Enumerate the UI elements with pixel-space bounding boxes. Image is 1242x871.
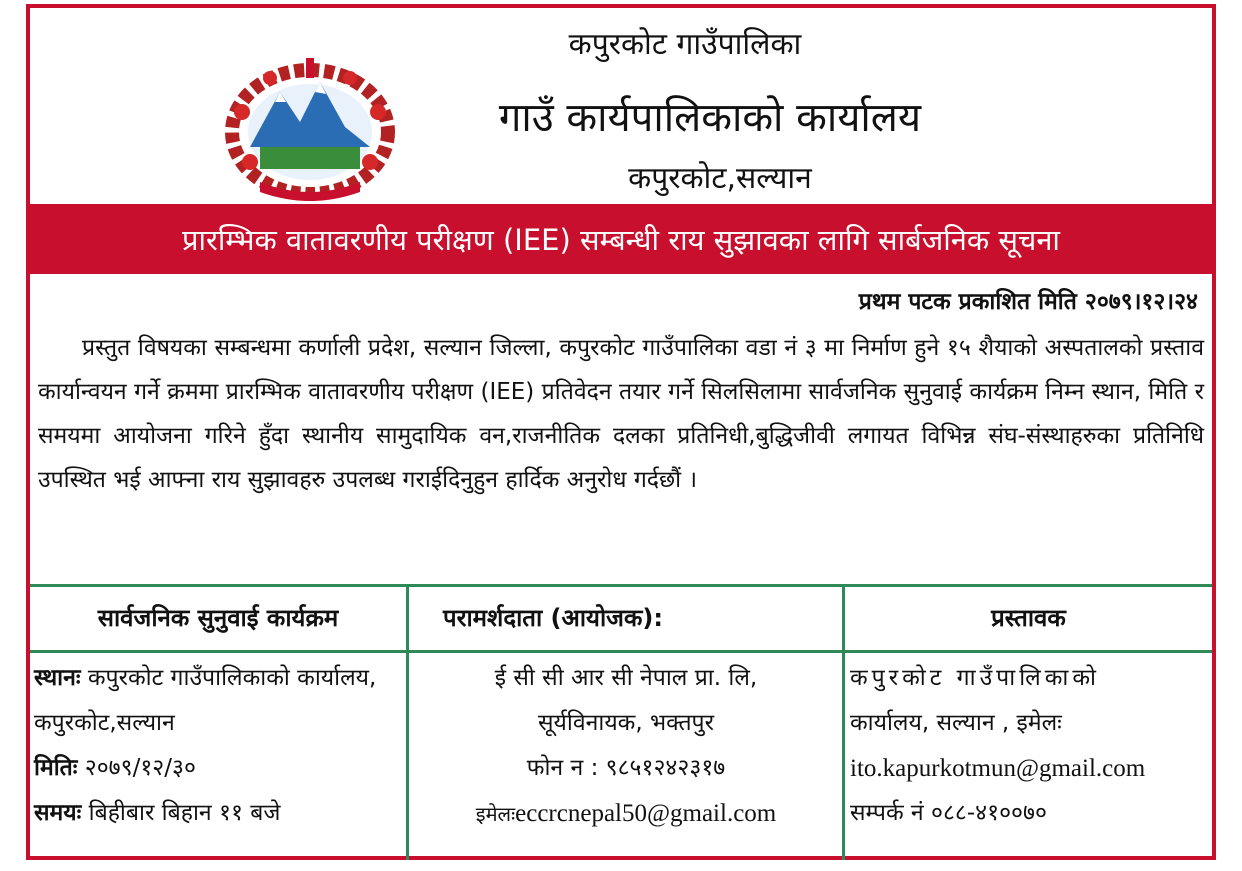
table-header-rule xyxy=(30,650,1212,653)
proponent-email: ito.kapurkotmun@gmail.com xyxy=(850,755,1146,782)
consultant-address: सूर्यविनायक, भक्तपुर xyxy=(537,710,715,736)
publish-date: प्रथम पटक प्रकाशित मिति २०७९।१२।२४ xyxy=(858,289,1198,315)
consultant-details xyxy=(414,656,838,837)
notice-paragraph: प्रस्तुत विषयका सम्बन्धमा कर्णाली प्रदेश, सल्यान जिल्ला, कपुरकोट गाउँपालिका वडा नं ३ मा निर्माण हुने १५ शैयाको अस्पतालको प्रस्ताव कार्यान्वयन गर्ने क्रममा प्रारम्भिक वातावरणीय परीक्षण (IEE) प्रतिवेदन तयार गर्ने सिलसिलामा सार्वजनिक सुनुवाई कार्यक्रम निम्न स्थान, मिति र समयमा आयोजना गरिने हुँदा स्थानीय सामुदायिक वन,राजनीतिक दलका प्रतिनिधी,बुद्धिजीवी लगायत विभिन्न संघ-संस्थाहरुका प्रतिनिधि उपस्थित भई आफ्ना राय सुझावहरु उपलब्ध गराईदिनुहुन हार्दिक अनुरोध गर्दछौं । xyxy=(38,335,1204,493)
date-label: मितिः xyxy=(34,755,78,781)
header-consultant: परामर्शदाता (आयोजक): xyxy=(443,603,663,632)
municipality-name: कपुरकोट गाउँपालिका xyxy=(568,27,802,62)
details-table xyxy=(30,584,1212,860)
consultant-email: eccrcnepal50@gmail.com xyxy=(515,800,777,827)
time-label: समयः xyxy=(34,800,82,826)
place-label: स्थानः xyxy=(34,665,81,691)
office-location: कपुरकोट,सल्यान xyxy=(628,161,812,196)
proponent-contact: सम्पर्क नं ०८८-४१००७० xyxy=(850,800,1047,826)
header-hearing: सार्वजनिक सुनुवाई कार्यक्रम xyxy=(97,603,339,632)
proponent-details xyxy=(850,656,1212,836)
header-proponent: प्रस्तावक xyxy=(991,603,1066,632)
date-value: २०७९/१२/३० xyxy=(84,755,196,781)
consultant-name: ई सी सी आर सी नेपाल प्रा. लि, xyxy=(494,665,758,691)
consultant-email-label: इमेलः xyxy=(475,802,516,826)
place-value: कपुरकोट गाउँपालिकाको कार्यालय, कपुरकोट,सल्यान xyxy=(34,665,377,736)
time-value: बिहीबार बिहान ११ बजे xyxy=(88,800,281,826)
nepal-emblem-icon xyxy=(220,52,400,202)
proponent-office: कपुरकोट गाउँपालिकाको xyxy=(850,665,1100,691)
consultant-phone: फोन न : ९८५१२४२३१७ xyxy=(526,755,726,781)
notice-banner: प्रारम्भिक वातावरणीय परीक्षण (IEE) सम्बन्धी राय सुझावका लागि सार्बजनिक सूचना xyxy=(30,204,1212,274)
hearing-details xyxy=(34,656,406,836)
office-title: गाउँ कार्यपालिकाको कार्यालय xyxy=(498,95,922,141)
proponent-location: कार्यालय, सल्यान , इमेलः xyxy=(850,710,1062,736)
notice-frame xyxy=(26,4,1216,860)
